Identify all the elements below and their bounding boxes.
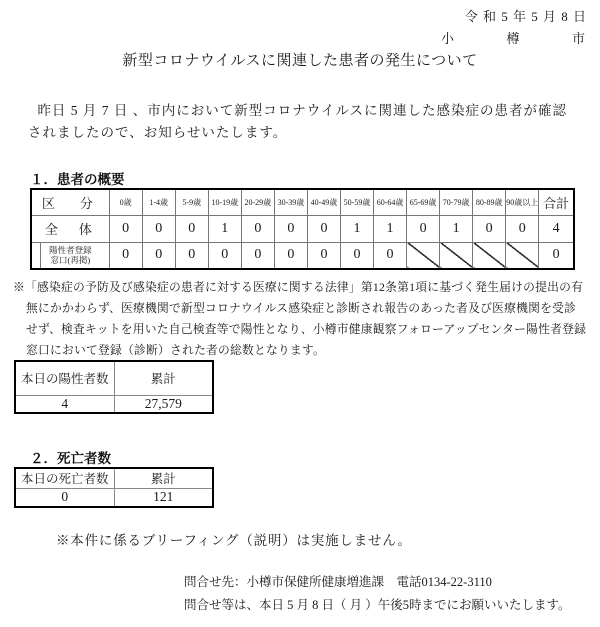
table-cell-slash xyxy=(440,242,473,269)
table-header-row xyxy=(31,189,574,215)
contact-line1: 問合せ先：小樽市保健所健康増進課 電話0134-22-3110 xyxy=(184,575,492,589)
table-cell: 0 xyxy=(109,242,142,269)
column-header-age: 5-9歳 xyxy=(175,189,208,215)
column-header-age: 10-19歳 xyxy=(208,189,241,215)
table-cell: 0 xyxy=(175,215,208,242)
table-cell-total: 0 xyxy=(539,242,574,269)
cumulative-header: 累計 xyxy=(114,361,213,395)
table-cell: 0 xyxy=(407,215,440,242)
today-deaths-value: 0 xyxy=(15,488,114,507)
intro-paragraph: 昨日 5 月 7 日 、市内において新型コロナウイルスに関連した感染症の患者が確認されましたので、お知らせいたします。 xyxy=(28,103,568,140)
contact-line2: 問合せ等は、本日 5 月 8 日（ 月 ）午後5時までにお願いいたします。 xyxy=(184,598,571,612)
patient-age-table xyxy=(30,188,575,270)
table-cell: 1 xyxy=(208,215,241,242)
section2-heading: ２．死亡者数 xyxy=(30,451,111,466)
table-cell-slash xyxy=(473,242,506,269)
table-row-registration-desk xyxy=(31,242,574,269)
table-cell: 0 xyxy=(340,242,373,269)
row-label-line1: 陽性者登録 xyxy=(49,244,92,255)
deaths-table xyxy=(14,467,214,508)
table-cell: 1 xyxy=(440,215,473,242)
table-row-overall xyxy=(31,215,574,242)
column-header-age: 50-59歳 xyxy=(340,189,373,215)
today-deaths-header: 本日の死亡者数 xyxy=(15,468,114,488)
daily-positives-table xyxy=(14,360,214,414)
table-cell: 1 xyxy=(340,215,373,242)
column-header-age: 80-89歳 xyxy=(473,189,506,215)
table-cell: 0 xyxy=(142,242,175,269)
column-header-kubun: 区 分 xyxy=(31,189,109,215)
column-header-age: 65-69歳 xyxy=(407,189,440,215)
row-label-registration-desk xyxy=(31,242,109,269)
table-cell: 0 xyxy=(307,215,340,242)
table-cell: 0 xyxy=(208,242,241,269)
column-header-age: 70-79歳 xyxy=(440,189,473,215)
table-cell: 0 xyxy=(142,215,175,242)
column-header-age: 1-4歳 xyxy=(142,189,175,215)
table-cell: 0 xyxy=(109,215,142,242)
issuer-char: 市 xyxy=(571,31,585,46)
table-cell: 0 xyxy=(374,242,407,269)
table-cell-slash xyxy=(407,242,440,269)
table-cell: 0 xyxy=(274,215,307,242)
table-value-row xyxy=(15,395,213,413)
document-date: 令 和 5 年 5 月 8 日 xyxy=(464,9,587,24)
table-cell: 0 xyxy=(307,242,340,269)
table-cell: 0 xyxy=(274,242,307,269)
issuer-char: 小 xyxy=(441,31,455,46)
table-header-row xyxy=(15,468,213,488)
issuer-city xyxy=(439,28,587,47)
header-date-block xyxy=(439,6,587,47)
table-cell-total: 4 xyxy=(539,215,574,242)
column-header-age: 20-29歳 xyxy=(241,189,274,215)
issuer-char: 樽 xyxy=(506,31,520,46)
today-positives-header: 本日の陽性者数 xyxy=(15,361,114,395)
table-cell: 0 xyxy=(241,242,274,269)
section1-heading: １．患者の概要 xyxy=(30,172,125,187)
table-cell: 0 xyxy=(473,215,506,242)
cumulative-deaths-value: 121 xyxy=(114,488,213,507)
table-cell: 0 xyxy=(506,215,539,242)
legal-note: ※「感染症の予防及び感染症の患者に対する医療に関する法律」第12条第1項に基づく発生届けの提出の有無にかかわらず、医療機関で新型コロナウイルス感染症と診断され報告のあった者及び医療機関を受診せず、検査キットを用いた自己検査等で陽性となり、小樽市健康観察フォローアップセンター陽性者登録窓口において登録（診断）された者の総数となります。 xyxy=(13,280,587,357)
cumulative-header: 累計 xyxy=(114,468,213,488)
table-value-row xyxy=(15,488,213,507)
table-cell-slash xyxy=(506,242,539,269)
table-cell: 0 xyxy=(241,215,274,242)
today-positives-value: 4 xyxy=(15,395,114,413)
table-cell: 1 xyxy=(374,215,407,242)
cumulative-positives-value: 27,579 xyxy=(114,395,213,413)
column-header-age: 90歳以上 xyxy=(506,189,539,215)
column-header-total: 合計 xyxy=(539,189,574,215)
table-header-row xyxy=(15,361,213,395)
briefing-note: ※本件に係るブリーフィング（説明）は実施しません。 xyxy=(56,533,412,548)
column-header-age: 0歳 xyxy=(109,189,142,215)
document-title: 新型コロナウイルスに関連した患者の発生について xyxy=(122,53,478,69)
row-label-overall: 全 体 xyxy=(31,215,109,242)
column-header-age: 60-64歳 xyxy=(374,189,407,215)
contact-block xyxy=(184,571,571,617)
column-header-age: 30-39歳 xyxy=(274,189,307,215)
column-header-age: 40-49歳 xyxy=(307,189,340,215)
table-cell: 0 xyxy=(175,242,208,269)
row-label-line2: 窓口(再掲) xyxy=(50,255,91,266)
